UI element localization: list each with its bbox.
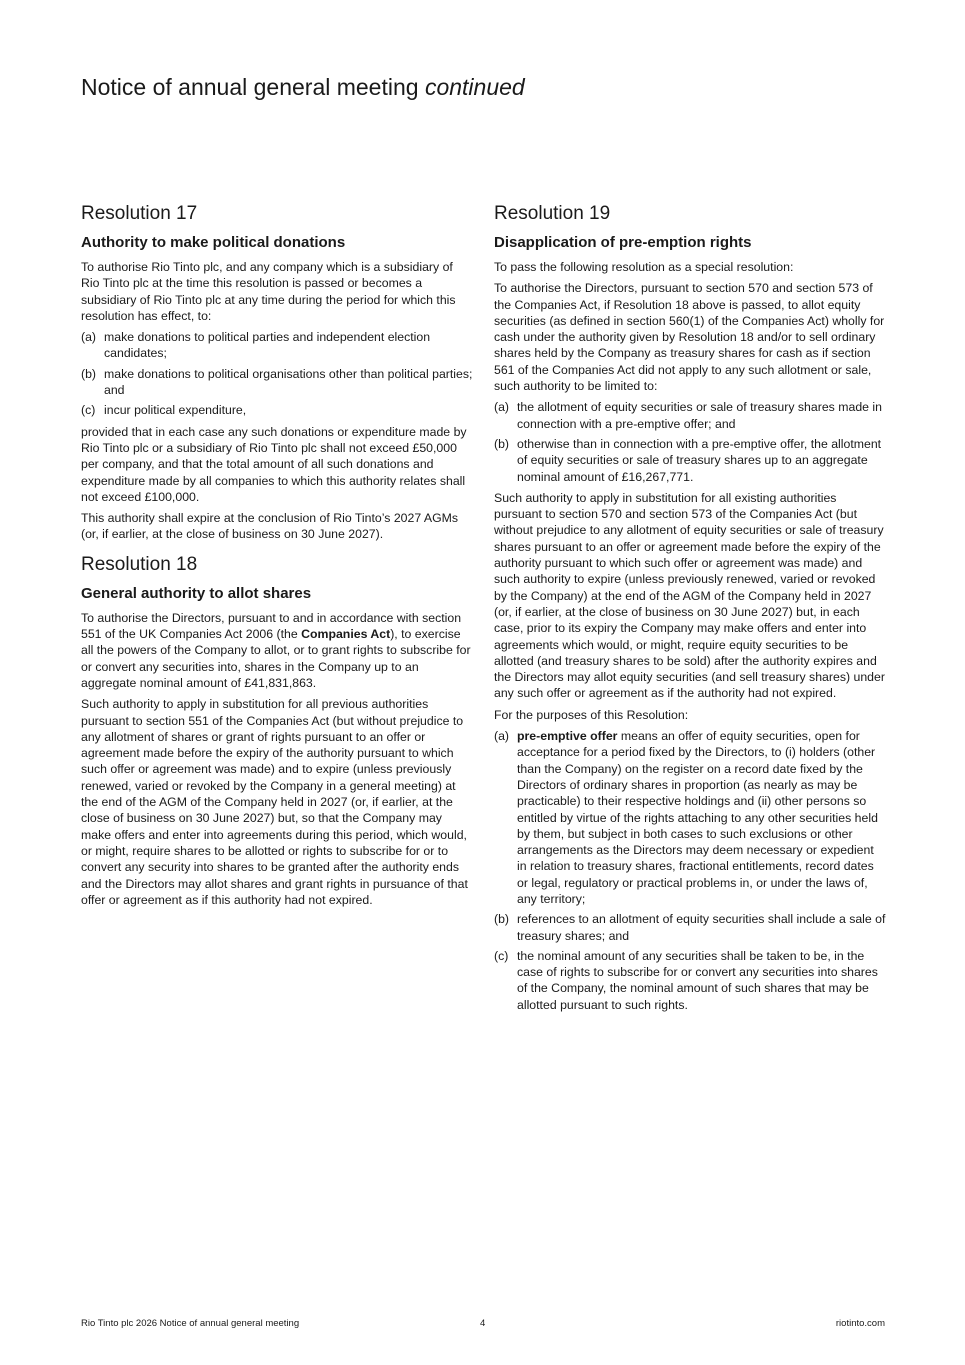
- resolution-19-para-3: Such authority to apply in substitution for all existing authorities pursuant to section 570 and section 573 of the Companies Act (but without prejudice to any allotment of equity securities or sale of treasury shares pursuant to an offer or agreement made before the expiry of the authority pursuant to which such offer or agreement was made) and such authority to expire (unless previously renewed, varied or revoked by the Company) at the end of the AGM of the Company held in 2027 (or, if earlier, at the close of business on 30 June 2027) but, in each case, prior to its expiry the Company may make offers and enter into agreements which would, or might, require equity securities to be allotted (and treasury shares to be sold) after the authority expires and the Directors may allot equity securities (and sell treasury shares) under any such offer or agreement as if the authority had not expired.: [494, 490, 885, 701]
- list-item-text: references to an allotment of equity securities shall include a sale of treasury shares; and: [517, 912, 886, 943]
- list-item: [81, 402, 473, 418]
- resolution-19-para-2: To authorise the Directors, pursuant to section 570 and section 573 of the Companies Act, if Resolution 18 above is passed, to allot equity securities (as defined in section 560(1) of the Companies Act) wholly for cash under the authority given by Resolution 18 and/or to sell ordinary shares held by the Company as treasury shares for cash as if section 561 of the Companies Act did not apply to any such allotment or sale, such authority to be limited to:: [494, 281, 885, 394]
- left-column: [81, 203, 473, 913]
- resolution-17-list: [81, 329, 473, 418]
- footer-page-number: 4: [480, 1318, 486, 1329]
- resolution-17-title: Resolution 17: [81, 203, 198, 224]
- list-marker: (a): [494, 729, 510, 744]
- list-marker: (c): [81, 403, 96, 418]
- resolution-17-intro: To authorise Rio Tinto plc, and any company which is a subsidiary of Rio Tinto plc at the time this resolution is passed or becomes a subsidiary of Rio Tinto plc at any time during the period for which this resolution has effect, to:: [81, 260, 456, 323]
- list-item: [494, 728, 886, 907]
- list-marker: (a): [494, 400, 510, 415]
- list-marker: (b): [81, 366, 97, 381]
- list-item-text: the nominal amount of any securities shall be taken to be, in the case of rights to subscribe for or convert any securities into shares of the Company, the nominal amount of such shares that may be allotted pursuant to such rights.: [517, 948, 878, 1012]
- resolution-18-para-1: [81, 610, 473, 691]
- resolution-18-para-2: Such authority to apply in substitution for all previous authorities pursuant to section 551 of the Companies Act (but without prejudice to any allotment of shares or grant of rights pursuant to an offer or agreement made before the expiry of the authority pursuant to which such offer or agreement was made) and to expire (unless previously renewed, varied or revoked by the Company in a general meeting) at the end of the AGM of the Company held in 2027 (or, if earlier, at the close of business on 30 June 2027) but, so that the Company may make offers and enter into agreements during this period, which would, or might, require shares to be allotted or rights to subscribe for or to convert any security into shares to be granted after the authority ends and the Directors may allot shares and grant rights in pursuance of that offer or agreement as if this authority had not expired.: [81, 697, 468, 907]
- list-marker: (a): [81, 330, 97, 345]
- resolution-19-para-1: To pass the following resolution as a special resolution:: [494, 260, 794, 274]
- list-item: [494, 948, 886, 1013]
- resolution-19-list-2: [494, 728, 886, 1013]
- text-run: To authorise the Directors, pursuant to and in accordance with section 551 of the UK Companies Act 2006 (the: [81, 610, 462, 642]
- resolution-19-subtitle: Disapplication of pre-emption rights: [494, 234, 752, 251]
- list-item: [81, 329, 473, 362]
- resolution-19-title: Resolution 19: [494, 203, 611, 224]
- list-marker: (b): [494, 912, 510, 927]
- footer-publication: Rio Tinto plc 2026 Notice of annual general meeting: [81, 1318, 300, 1329]
- resolution-17-expiry: This authority shall expire at the conclusion of Rio Tinto’s 2027 AGMs (or, if earlier, at the close of business on 30 June 2027).: [81, 511, 459, 542]
- list-item-text: make donations to political organisations other than political parties; and: [104, 366, 473, 398]
- list-item-text: the allotment of equity securities or sale of treasury shares made in connection with a pre-emptive offer; and: [517, 400, 882, 431]
- list-marker: (c): [494, 948, 509, 963]
- resolution-17-proviso: provided that in each case any such donations or expenditure made by Rio Tinto plc or a subsidiary of Rio Tinto plc shall not exceed £50,000 per company, and that the total amount of all such donations and expenditure made by all companies to which this authority relates shall not exceed £100,000.: [81, 424, 467, 504]
- title-main: Notice of annual general meeting: [81, 74, 425, 100]
- defined-term: pre-emptive offer: [517, 729, 618, 744]
- resolution-19-para-4: For the purposes of this Resolution:: [494, 707, 689, 722]
- footer-website-link[interactable]: riotinto.com: [835, 1318, 885, 1329]
- resolution-19-list-1: [494, 399, 886, 484]
- list-item-text: otherwise than in connection with a pre-emptive offer, the allotment of equity securities or sale of treasury shares up to an aggregate nominal amount of £16,267,771.: [517, 436, 882, 484]
- text-run: ), to exercise all the powers of the Company to allot, or to grant rights to subscribe for or convert any securities into, shares in the Company up to an aggregate nominal amount of £41,831,863.: [81, 627, 471, 690]
- resolution-18-subtitle: General authority to allot shares: [81, 584, 312, 602]
- resolution-17-subtitle: Authority to make political donations: [81, 234, 346, 251]
- list-item-text: means an offer of equity securities, open for acceptance for a period fixed by the Directors, to (i) holders (other than the Company) on the register on a record date fixed by the Directors of ordinary shares in proportion (as nearly as may be practicable) to their respective holdings and (ii) other persons so entitled by virtue of the rights attaching to any other securities held by them, but subject in both cases to such exclusions or other arrangements as the Directors may deem necessary or expedient in relation to treasury shares, fractional entitlements, record dates or legal, regulatory or practical problems in, or under the laws of, any territory;: [517, 729, 878, 906]
- list-item: [494, 436, 886, 485]
- resolution-18-title: Resolution 18: [81, 553, 198, 575]
- list-item: [81, 366, 473, 399]
- defined-term: Companies Act: [301, 627, 391, 642]
- page-title: [81, 74, 525, 101]
- right-column: [494, 203, 886, 1018]
- list-item-text: incur political expenditure,: [104, 403, 247, 418]
- list-item-text: make donations to political parties and independent election candidates;: [104, 330, 431, 361]
- list-item: [494, 911, 886, 944]
- title-italic: continued: [424, 74, 525, 100]
- list-marker: (b): [494, 436, 510, 451]
- list-item: [494, 399, 886, 432]
